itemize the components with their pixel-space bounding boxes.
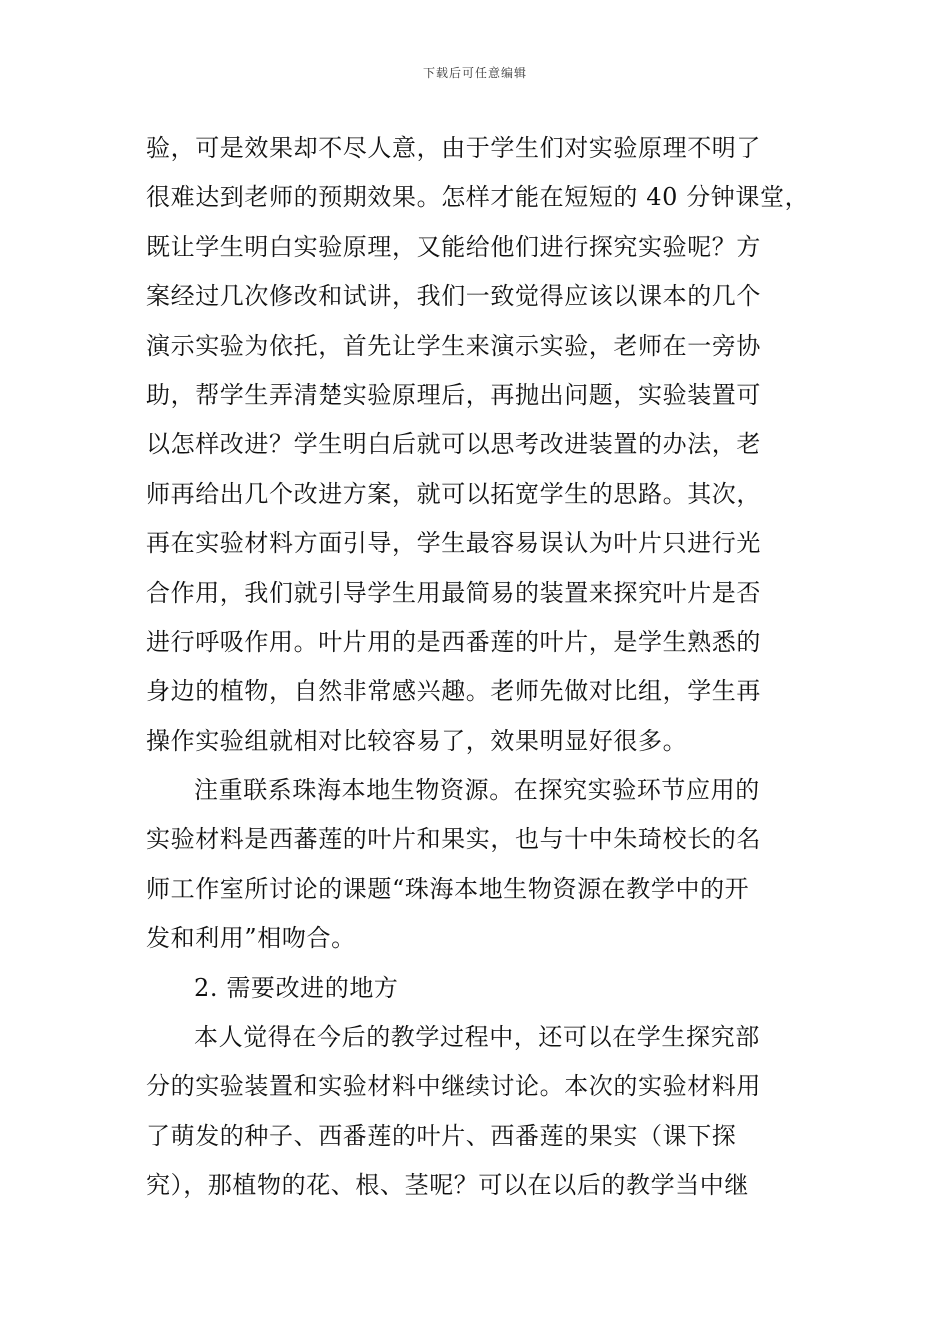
text-line: 身边的植物，自然非常感兴趣。老师先做对比组，学生再 — [146, 677, 761, 706]
text-line: 以怎样改进？学生明白后就可以思考改进装置的办法，老 — [146, 430, 761, 459]
text-line: 实验材料是西蕃莲的叶片和果实，也与十中朱琦校长的名 — [146, 825, 761, 854]
text-line: 既让学生明白实验原理，又能给他们进行探究实验呢？方 — [146, 232, 761, 261]
text-line: 究），那植物的花、根、茎呢？可以在以后的教学当中继 — [146, 1171, 749, 1200]
text-line: 注重联系珠海本地生物资源。在探究实验环节应用的 — [194, 776, 760, 805]
text-line: 本人觉得在今后的教学过程中，还可以在学生探究部 — [194, 1023, 760, 1052]
text-line: 演示实验为依托，首先让学生来演示实验，老师在一旁协 — [146, 331, 761, 360]
text-line: 发和利用”相吻合。 — [146, 924, 356, 953]
text-line: 了萌发的种子、西番莲的叶片、西番莲的果实（课下探 — [146, 1121, 737, 1150]
text-line: 进行呼吸作用。叶片用的是西番莲的叶片，是学生熟悉的 — [146, 627, 761, 656]
text-line: 师工作室所讨论的课题“珠海本地生物资源在教学中的开 — [146, 874, 750, 903]
page-header: 下载后可任意编辑 — [422, 66, 527, 80]
text-line: 2. 需要改进的地方 — [194, 973, 399, 1002]
text-line: 分的实验装置和实验材料中继续讨论。本次的实验材料用 — [146, 1072, 761, 1101]
text-line: 再在实验材料方面引导，学生最容易误认为叶片只进行光 — [146, 529, 761, 558]
text-line: 案经过几次修改和试讲，我们一致觉得应该以课本的几个 — [146, 282, 761, 311]
text-line: 助，帮学生弄清楚实验原理后，再抛出问题，实验装置可 — [146, 380, 761, 409]
text-line: 很难达到老师的预期效果。怎样才能在短短的 40 分钟课堂， — [146, 183, 810, 212]
text-line: 合作用，我们就引导学生用最简易的装置来探究叶片是否 — [146, 578, 761, 607]
body-text — [146, 124, 810, 1211]
text-line: 操作实验组就相对比较容易了，效果明显好很多。 — [146, 726, 688, 755]
text-line: 师再给出几个改进方案，就可以拓宽学生的思路。其次， — [146, 479, 761, 508]
text-line: 验，可是效果却不尽人意，由于学生们对实验原理不明了 — [146, 134, 761, 162]
